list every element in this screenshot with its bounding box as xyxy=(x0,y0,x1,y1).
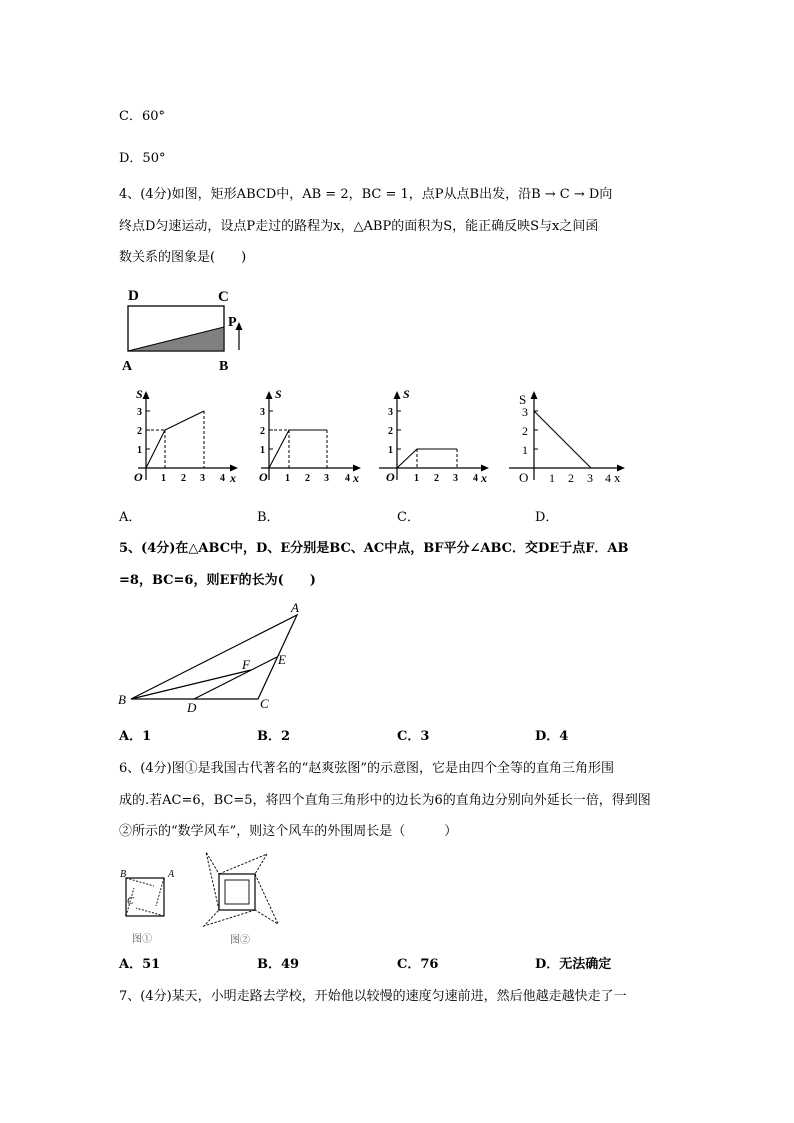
q6-option-a: A．51 xyxy=(119,957,161,972)
origin-label: O xyxy=(519,470,529,485)
x-label: x xyxy=(481,471,487,485)
x-tick-1: 1 xyxy=(414,473,419,484)
q4-rectangle-figure xyxy=(118,284,258,376)
q4-option-a: A． xyxy=(119,510,142,525)
q5-option-c: C．3 xyxy=(397,729,430,744)
q5-stem-line2: =8，BC=6，则EF的长为( ) xyxy=(119,573,316,588)
y-tick-3: 3 xyxy=(260,407,265,418)
q5-option-b: B．2 xyxy=(257,729,291,744)
y-axis-arrow xyxy=(143,391,150,399)
q4-option-b: B． xyxy=(257,510,280,525)
x-tick-3: 3 xyxy=(453,473,458,484)
y-tick-3: 3 xyxy=(388,407,393,418)
y-tick-2: 2 xyxy=(260,426,265,437)
label-c: C xyxy=(218,289,229,305)
label-b: B xyxy=(120,869,127,880)
triangle-abp xyxy=(128,327,224,351)
q5-option-d: D．4 xyxy=(535,729,569,744)
x-tick-2: 2 xyxy=(305,473,310,484)
blade-left xyxy=(206,852,219,910)
y-tick-3: 3 xyxy=(522,405,528,419)
q6-figure-2 xyxy=(192,848,288,950)
triangle-abc xyxy=(131,615,297,699)
label-d: D xyxy=(128,288,139,304)
y-tick-3: 3 xyxy=(137,407,142,418)
q3-option-d: D．50° xyxy=(119,151,166,166)
q4-stem-line2: 终点D匀速运动，设点P走过的路程为x，△ABP的面积为S，能正确反映S与x之间函 xyxy=(119,219,599,234)
series-line xyxy=(397,449,457,468)
label-c: C xyxy=(260,696,269,711)
q6-stem-line3: ②所示的“数学风车”，则这个风车的外围周长是（ ） xyxy=(119,824,458,839)
q4-graph-d xyxy=(505,388,630,488)
y-tick-1: 1 xyxy=(260,445,265,456)
caption-1: 图① xyxy=(132,934,152,945)
x-tick-2: 2 xyxy=(568,471,574,485)
caption-2: 图② xyxy=(230,935,250,946)
x-tick-3: 3 xyxy=(587,471,593,485)
blade-top xyxy=(219,854,267,874)
center-square xyxy=(225,880,249,904)
x-label: x xyxy=(230,471,236,485)
origin-label: O xyxy=(134,470,143,484)
series-line xyxy=(534,411,591,468)
label-f: F xyxy=(242,657,250,672)
label-a: A xyxy=(291,600,299,615)
y-axis-arrow xyxy=(266,391,273,399)
y-tick-1: 1 xyxy=(522,443,528,457)
label-e: E xyxy=(278,652,286,667)
blade-bottom xyxy=(204,910,255,926)
segment-de xyxy=(194,657,277,699)
x-tick-3: 3 xyxy=(324,473,329,484)
q6-option-c: C．76 xyxy=(397,957,439,972)
q4-graph-a xyxy=(122,388,240,488)
y-tick-1: 1 xyxy=(137,445,142,456)
q6-option-b: B．49 xyxy=(257,957,300,972)
q5-option-a: A．1 xyxy=(119,729,152,744)
q5-stem-line1: 5、(4分)在△ABC中，D、E分别是BC、AC中点，BF平分∠ABC．交DE于点F．AB xyxy=(119,541,629,556)
label-a: A xyxy=(122,359,133,374)
s-label: S xyxy=(136,387,143,401)
q6-figure-1 xyxy=(118,866,182,950)
x-tick-4: 4 xyxy=(605,471,611,485)
x-tick-3: 3 xyxy=(200,473,205,484)
y-tick-2: 2 xyxy=(522,424,528,438)
y-tick-2: 2 xyxy=(388,426,393,437)
q6-stem-line2: 成的.若AC=6，BC=5，将四个直角三角形中的边长为6的直角边分别向外延长一倍，得到图 xyxy=(119,793,651,808)
label-b: B xyxy=(219,359,229,374)
x-tick-4: 4 xyxy=(473,473,478,484)
q4-stem-line3: 数关系的图象是( ) xyxy=(119,250,247,265)
q5-triangle-figure xyxy=(115,598,315,716)
q6-stem-line1: 6、(4分)图①是我国古代著名的“赵爽弦图”的示意图，它是由四个全等的直角三角形围 xyxy=(119,761,614,776)
label-a: A xyxy=(168,869,175,880)
y-tick-1: 1 xyxy=(388,445,393,456)
x-tick-1: 1 xyxy=(549,471,555,485)
inner-square xyxy=(219,874,255,910)
x-tick-1: 1 xyxy=(161,473,166,484)
s-label: S xyxy=(519,392,527,407)
x-tick-4: 4 xyxy=(345,473,350,484)
x-tick-1: 1 xyxy=(285,473,290,484)
q6-option-d: D．无法确定 xyxy=(535,957,612,972)
y-axis-arrow xyxy=(394,391,401,399)
label-p: P xyxy=(228,315,237,330)
segment-bf xyxy=(131,670,251,699)
y-tick-2: 2 xyxy=(137,426,142,437)
blade-right xyxy=(255,874,278,924)
q7-stem-line1: 7、(4分)某天，小明走路去学校，开始他以较慢的速度匀速前进，然后他越走越快走了一 xyxy=(119,989,627,1004)
y-axis-arrow xyxy=(531,391,538,399)
x-tick-4: 4 xyxy=(220,473,225,484)
q4-graph-c xyxy=(373,388,491,488)
origin-label: O xyxy=(386,470,395,484)
x-tick-2: 2 xyxy=(181,473,186,484)
label-b: B xyxy=(118,692,126,707)
origin-label: O xyxy=(259,470,268,484)
q4-option-c: C． xyxy=(397,510,420,525)
series-line xyxy=(269,430,327,468)
series-line xyxy=(146,411,204,468)
x-tick-2: 2 xyxy=(434,473,439,484)
q4-graph-b xyxy=(245,388,363,488)
s-label: S xyxy=(403,387,410,401)
label-c: C xyxy=(127,896,134,907)
x-label: x xyxy=(353,471,359,485)
x-label: x xyxy=(614,470,621,485)
q4-stem-line1: 4、(4分)如图，矩形ABCD中，AB = 2，BC = 1，点P从点B出发，沿B → C → D向 xyxy=(119,187,613,202)
q3-option-c: C．60° xyxy=(119,109,165,124)
s-label: S xyxy=(275,387,282,401)
q4-option-d: D． xyxy=(535,510,559,525)
label-d: D xyxy=(187,700,197,715)
